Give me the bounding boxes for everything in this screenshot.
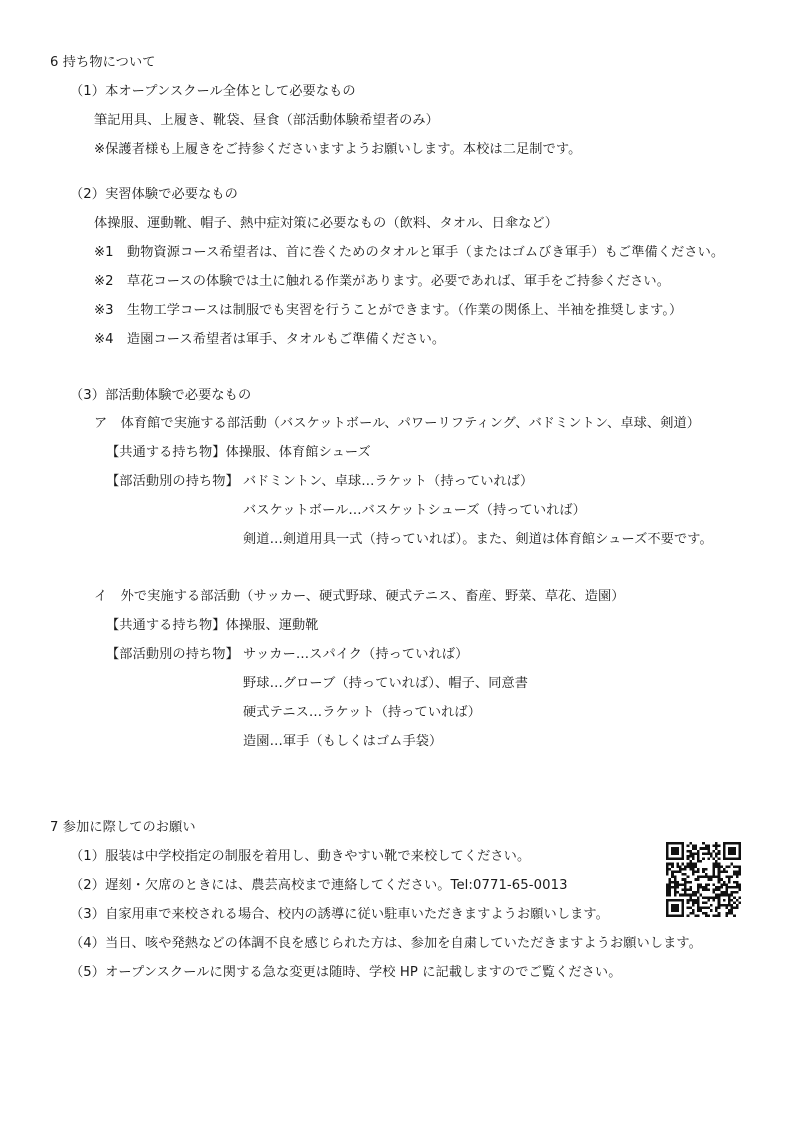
outdoor-common-items: 【共通する持ち物】体操服、運動靴 (106, 618, 319, 633)
sub2-note-2: ※2 草花コースの体験では土に触れる作業があります。必要であれば、軍手をご持参ください。 (94, 274, 670, 289)
section7-heading: 7 参加に際してのお願い (50, 820, 196, 835)
qr-code-icon (666, 842, 741, 917)
sub1-items: 筆記用具、上履き、靴袋、昼食（部活動体験希望者のみ） (94, 113, 439, 128)
request-item-3: （3）自家用車で来校される場合、校内の誘導に従い駐車いただきますようお願いします。 (70, 907, 609, 922)
request-item-5: （5）オープンスクールに関する急な変更は随時、学校 HP に記載しますのでご覧ください。 (70, 965, 622, 980)
outdoor-clubs-title: イ 外で実施する部活動（サッカー、硬式野球、硬式テニス、畜産、野菜、草花、造園） (94, 589, 625, 604)
indoor-specific-label: 【部活動別の持ち物】 (106, 474, 239, 489)
sub2-note-4: ※4 造園コース希望者は軍手、タオルもご準備ください。 (94, 332, 446, 347)
sub1-note: ※保護者様も上履きをご持参くださいますようお願いします。本校は二足制です。 (94, 142, 582, 157)
sub3-title: （3）部活動体験で必要なもの (70, 388, 252, 403)
sub2-note-3: ※3 生物工学コースは制服でも実習を行うことができます。（作業の関係上、半袖を推奨します。） (94, 303, 683, 318)
request-item-4: （4）当日、咳や発熱などの体調不良を感じられた方は、参加を自粛していただきますようお願いします。 (70, 936, 702, 951)
request-item-2: （2）遅刻・欠席のときには、農芸高校まで連絡してください。Tel:0771-65-0013 (70, 878, 568, 893)
sub1-title: （1）本オープンスクール全体として必要なもの (70, 84, 356, 99)
indoor-common-items: 【共通する持ち物】体操服、体育館シューズ (106, 445, 371, 460)
outdoor-specific-label: 【部活動別の持ち物】 (106, 647, 239, 662)
outdoor-specific-1: サッカー…スパイク（持っていれば） (243, 647, 469, 662)
outdoor-specific-2: 野球…グローブ（持っていれば）、帽子、同意書 (243, 676, 529, 691)
outdoor-specific-4: 造園…軍手（もしくはゴム手袋） (243, 734, 443, 749)
sub2-note-1: ※1 動物資源コース希望者は、首に巻くためのタオルと軍手（またはゴムびき軍手）もご準備ください。 (94, 245, 725, 260)
sub2-items: 体操服、運動靴、帽子、熱中症対策に必要なもの（飲料、タオル、日傘など） (94, 216, 559, 231)
section6-heading: 6 持ち物について (50, 55, 156, 70)
outdoor-specific-3: 硬式テニス…ラケット（持っていれば） (243, 705, 481, 720)
indoor-clubs-title: ア 体育館で実施する部活動（バスケットボール、パワーリフティング、バドミントン、卓球、剣道） (94, 416, 701, 431)
indoor-specific-2: バスケットボール…バスケットシューズ（持っていれば） (243, 503, 586, 518)
indoor-specific-1: バドミントン、卓球…ラケット（持っていれば） (243, 474, 534, 489)
request-item-1: （1）服装は中学校指定の制服を着用し、動きやすい靴で来校してください。 (70, 849, 531, 864)
sub2-title: （2）実習体験で必要なもの (70, 187, 238, 202)
indoor-specific-3: 剣道…剣道用具一式（持っていれば）。また、剣道は体育館シューズ不要です。 (243, 532, 713, 547)
